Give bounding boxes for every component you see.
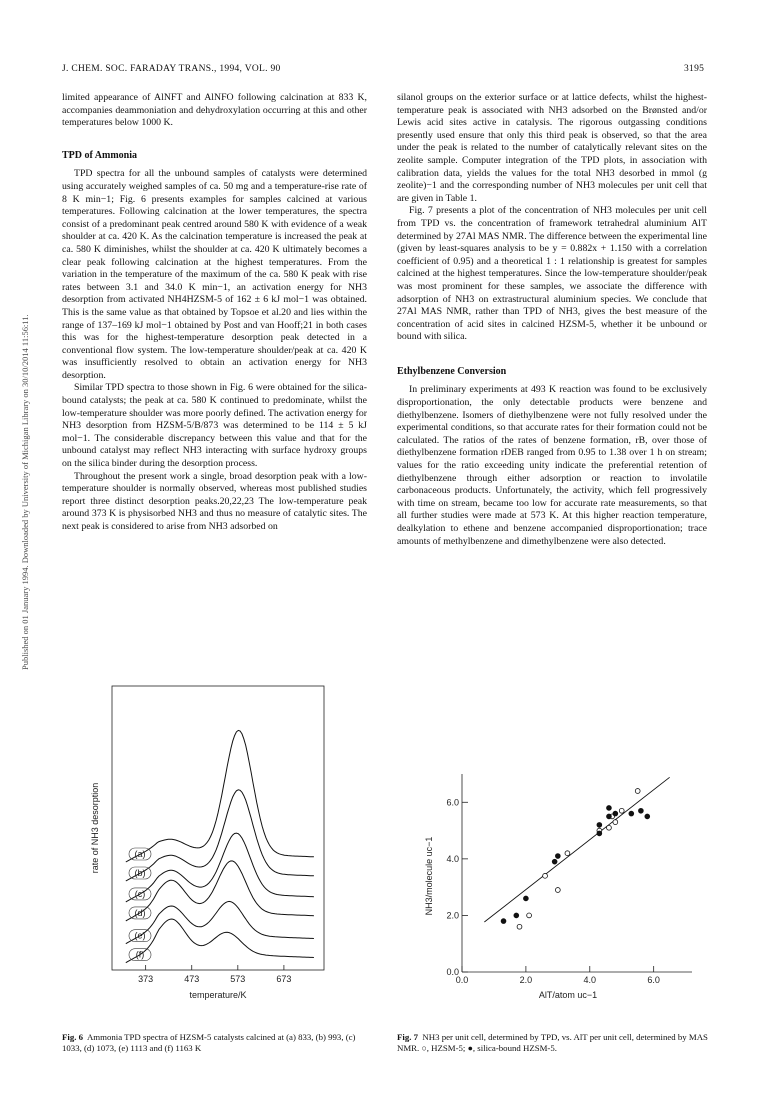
fig7-ylabel: NH3/molecule uc−1 — [424, 836, 434, 916]
fig7-point-hzsm5 — [635, 789, 640, 794]
fig7-point-hzsm5 — [565, 851, 570, 856]
fig7-point-hzsm5 — [613, 820, 618, 825]
fig7-caption-label: Fig. 7 — [397, 1032, 419, 1042]
fig7-fit-line — [484, 777, 669, 922]
fig7-point-silica-bound — [501, 919, 506, 924]
fig7-ytick-label: 6.0 — [446, 797, 459, 808]
fig7-xtick-label: 6.0 — [647, 975, 660, 985]
fig7-point-silica-bound — [555, 854, 560, 859]
intro-paragraph: limited appearance of AlNFT and AlNFO following calcination at 833 K, accompanies deammoniation and dehydroxylation occurring at this and other temperatures below 1000 K. — [62, 92, 367, 129]
fig7-xtick-label: 0.0 — [455, 975, 469, 985]
fig7-discussion-paragraph: Fig. 7 presents a plot of the concentration of NH3 molecules per unit cell from TPD vs. the concentration of framework tetrahedral aluminium AlT determined by 27Al MAS NMR. The difference between the experimental line (given by least-squares analysis to be y = 0.882x + 1.150 with a correlation coefficient of 0.95) and a theoretical 1 : 1 relationship is greatest for samples calcined at the highest temperatures. Since the low-temperature shoulder/peak was most prominent for these samples, we associate the difference with adsorption of NH3 on extrastructural aluminium species. We conclude that 27Al MAS NMR, rather than TPD of NH3, gives the best measure of the concentration of acid sites in calcined HZSM-5, whether it be unbound or bound with silica. — [397, 205, 707, 343]
fig6-curve-label: (e) — [134, 930, 146, 941]
fig6-curve-d — [126, 861, 314, 921]
tpd-paragraph-3: Throughout the present work a single, broad desorption peak with a low-temperature shoulder is normally observed, whereas most published studies report three distinct desorption peaks.20,22,23 The low-temperature peak around 373 K is physisorbed NH3 and thus no measure of catalytic sites. The next peak is considered to arise from NH3 adsorbed on — [62, 470, 367, 532]
fig6-xtick-label: 473 — [184, 974, 200, 984]
ethylbenzene-paragraph: In preliminary experiments at 493 K reaction was found to be exclusively disproportionation, the only detectable products were benzene and diethylbenzene. Isomers of diethylbenzene were not fully resolved under the experimental conditions, so that accurate rates for their formation could not be calculated. The ratios of the rates of benzene formation, rB, over those of diethylbenzene formation rDEB ranged from 0.95 to 1.38 over 1 h on stream; values for the ratio exceeding unity indicate the preferential retention of diethylbenzene through either adsorption or reaction to involatile carbonaceous products. Unfortunately, the activity, which fell progressively with time on stream, became too low for accurate rate measurements, so that all further studies were made at 573 K. At this higher reaction temperature, dealkylation to ethene and benzene accompanied disproportionation; trace amounts of methylbenzene and dimethylbenzene were also detected. — [397, 384, 707, 547]
fig6-curve-label: (b) — [134, 868, 146, 878]
fig6-curve-label: (a) — [134, 849, 146, 859]
fig6-curve-a — [126, 730, 314, 862]
fig6-curve-c — [126, 833, 314, 902]
fig7-ytick-label: 0.0 — [446, 967, 459, 977]
journal-header: J. CHEM. SOC. FARADAY TRANS., 1994, VOL. 90 — [62, 64, 281, 74]
fig6-plot — [86, 682, 336, 1012]
fig6-curve-label: (c) — [134, 888, 146, 899]
fig6-caption-label: Fig. 6 — [62, 1032, 84, 1042]
figure-6 — [86, 682, 336, 1012]
page-number: 3195 — [684, 64, 705, 74]
fig6-curve-label: (f) — [135, 949, 145, 960]
fig7-point-silica-bound — [645, 814, 650, 819]
figure-7 — [420, 766, 700, 1002]
fig7-point-hzsm5 — [527, 913, 532, 918]
fig6-frame — [112, 686, 324, 970]
fig6-curve-label: (d) — [134, 907, 146, 918]
fig7-point-silica-bound — [552, 859, 557, 864]
fig6-curve-f — [126, 919, 314, 963]
fig6-xlabel: temperature/K — [189, 990, 247, 1000]
fig7-ytick-label: 2.0 — [446, 910, 459, 921]
tpd-paragraph-1: TPD spectra for all the unbound samples of catalysts were determined using accurately weighed samples of ca. 50 mg and a temperature-rise rate of 8 K min−1; Fig. 6 presents examples for samples calcined at various temperatures. Following calcination at the lower temperatures, the spectra consist of a predominant peak centred around 580 K with evidence of a weak shoulder at ca. 420 K. As the calcination temperature is increased the peak at ca. 580 K diminishes, whilst the shoulder at ca. 420 K ultimately becomes a clear peak following calcination at the highest temperatures. From the variation in the temperature of the maximum of the ca. 580 K peak with rise rates between 3.1 and 34.0 K min−1, an activation energy for NH3 desorption from activated NH4HZSM-5 of 162 ± 6 kJ mol−1 was obtained. This is the same value as that obtained by Topsoe et al.20 and lies within the range of 137–169 kJ mol−1 obtained by Post and van Hooff;21 in both cases this was for the highest-temperature desorption peak detected in a conventional flow system. The low-temperature shoulder/peak at ca. 420 K was insufficiently resolved to obtain an activation energy for NH3 desorption. — [62, 168, 367, 381]
fig7-point-silica-bound — [523, 896, 528, 901]
fig7-ytick-label: 4.0 — [446, 853, 459, 864]
fig7-point-hzsm5 — [543, 873, 548, 878]
fig6-ylabel: rate of NH3 desorption — [90, 782, 100, 874]
fig7-xtick-label: 2.0 — [519, 975, 533, 985]
fig7-point-silica-bound — [613, 811, 618, 816]
fig7-point-hzsm5 — [517, 924, 522, 929]
section-heading-ethylbenzene: Ethylbenzene Conversion — [397, 365, 507, 377]
acid-sites-paragraph: silanol groups on the exterior surface or at lattice defects, whilst the highest-temperature peak is associated with NH3 adsorbed on the Brønsted and/or Lewis acid sites active in catalysis. The rigorous outgassing conditions presently used ensure that only this third peak is observed, so that the area under the peak is related to the number of catalytically relevant sites on the zeolite sample. Computer integration of the TPD plots, in association with calibration data, yields the values for the total NH3 desorbed in mmol (g zeolite)−1 and the corresponding number of NH3 molecules per unit cell that are given in Table 1. — [397, 92, 707, 204]
fig7-plot — [420, 766, 700, 1002]
fig7-xlabel: AlT/atom uc−1 — [538, 990, 598, 1000]
fig6-xtick-label: 573 — [230, 974, 246, 984]
download-watermark: Published on 01 January 1994. Downloaded by University of Michigan Library on 30/10/2014 11:56:11. — [20, 314, 30, 670]
fig7-point-silica-bound — [607, 814, 612, 819]
fig6-xtick-label: 673 — [276, 974, 292, 984]
right-column-top — [397, 92, 707, 548]
fig6-xtick-label: 373 — [138, 974, 154, 984]
fig7-point-silica-bound — [597, 831, 602, 836]
fig6-caption — [62, 1032, 367, 1054]
fig6-caption-text: Ammonia TPD spectra of HZSM-5 catalysts calcined at (a) 833, (b) 993, (c) 1033, (d) 1073, (e) 1113 and (f) 1163 K — [62, 1032, 356, 1053]
fig7-point-silica-bound — [629, 811, 634, 816]
fig7-point-silica-bound — [597, 823, 602, 828]
fig7-caption-text: NH3 per unit cell, determined by TPD, vs. AlT per unit cell, determined by MAS NMR. ○, HZSM-5; ●, silica-bound HZSM-5. — [397, 1032, 708, 1053]
fig7-point-silica-bound — [607, 806, 612, 811]
fig7-point-hzsm5 — [607, 825, 612, 830]
fig7-point-silica-bound — [638, 808, 643, 813]
fig7-xtick-label: 4.0 — [583, 975, 597, 985]
fig7-point-hzsm5 — [555, 888, 560, 893]
fig7-caption — [397, 1032, 717, 1054]
left-column-top — [62, 92, 367, 534]
section-heading-tpd: TPD of Ammonia — [62, 149, 137, 161]
fig7-point-hzsm5 — [619, 808, 624, 813]
fig7-point-silica-bound — [514, 913, 519, 918]
tpd-paragraph-2: Similar TPD spectra to those shown in Fig. 6 were obtained for the silica-bound catalysts; the peak at ca. 580 K continued to predominate, whilst the low-temperature shoulder was more poorly defined. The activation energy for NH3 desorption from HZSM-5/B/873 was determined to be 114 ± 5 kJ mol−1. The considerable discrepancy between this value and that for the unbound catalyst may reflect NH3 interacting with surface hydroxy groups on the silica binder during the desorption process. — [62, 382, 367, 470]
fig6-curve-e — [126, 901, 314, 943]
